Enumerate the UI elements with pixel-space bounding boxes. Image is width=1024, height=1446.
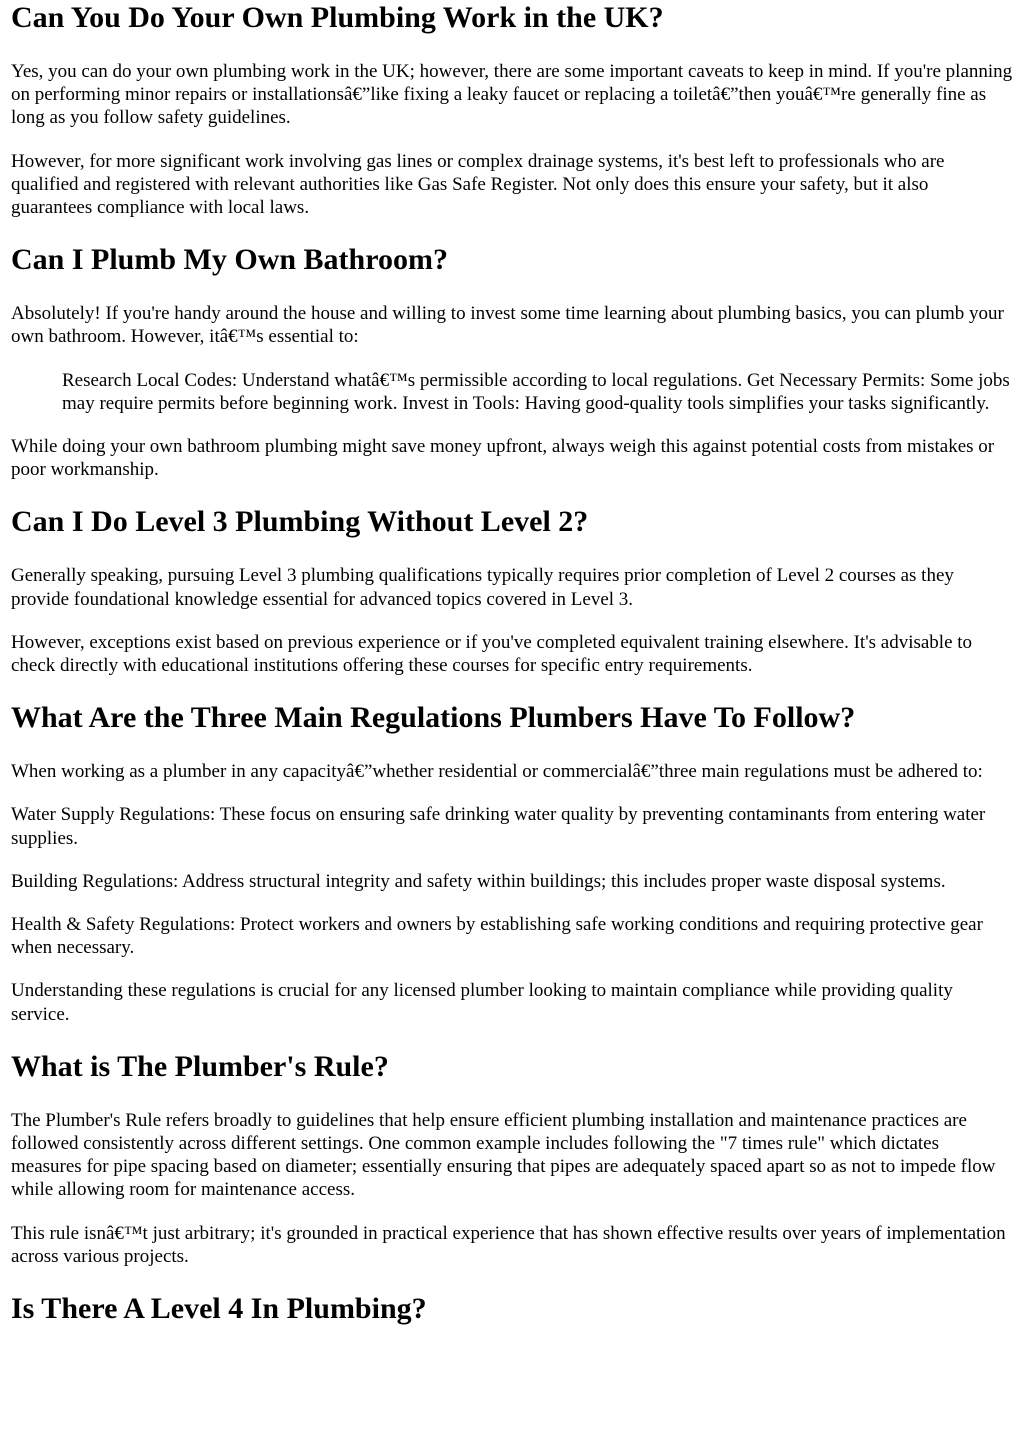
section-heading: What Are the Three Main Regulations Plumbers Have To Follow? [11,701,856,735]
paragraph: When working as a plumber in any capacityâ€”whether residential or commercialâ€”three main regulations must be adhered to: [11,761,983,783]
paragraph: However, for more significant work involving gas lines or complex drainage systems, it's best left to professionals who are qualified and registered with relevant authorities like Gas Safe Register. Not only does this ensure your safety, but it also guarantees compliance with local laws. [11,150,945,219]
section-heading: Is There A Level 4 In Plumbing? [11,1292,427,1326]
paragraph: Yes, you can do your own plumbing work in the UK; however, there are some important caveats to keep in mind. If you're planning on performing minor repairs or installationsâ€”like fixing a leaky faucet or replacing a toiletâ€”then youâ€™re generally fine as long as you follow safety guidelines. [11,61,1013,129]
section-heading: Can I Do Level 3 Plumbing Without Level 2? [11,505,589,539]
paragraph: The Plumber's Rule refers broadly to guidelines that help ensure efficient plumbing installation and maintenance practices are followed consistently across different settings. One common example includes following the "7 times rule" which dictates measures for pipe spacing based on diameter; essentially ensuring that pipes are adequately spaced apart so as not to impede flow while allowing room for maintenance access. [11,1109,996,1201]
paragraph: Health & Safety Regulations: Protect workers and owners by establishing safe working conditions and requiring protective gear when necessary. [11,914,983,959]
paragraph: Generally speaking, pursuing Level 3 plumbing qualifications typically requires prior completion of Level 2 courses as they provide foundational knowledge essential for advanced topics covered in Level 3. [11,565,954,610]
paragraph: However, exceptions exist based on previous experience or if you've completed equivalent training elsewhere. It's advisable to check directly with educational institutions offering these courses for specific entry requirements. [11,631,973,677]
paragraph: Water Supply Regulations: These focus on ensuring safe drinking water quality by preventing contaminants from entering water supplies. [11,804,986,849]
paragraph: While doing your own bathroom plumbing might save money upfront, always weigh this against potential costs from mistakes or poor workmanship. [11,436,995,481]
section-heading: What is The Plumber's Rule? [11,1049,389,1083]
paragraph: Understanding these regulations is crucial for any licensed plumber looking to maintain compliance while providing quality service. [11,980,953,1025]
section-heading: Can You Do Your Own Plumbing Work in the UK? [11,1,664,34]
blockquote: Research Local Codes: Understand whatâ€™s permissible according to local regulations. Get Necessary Permits: Some jobs may require permits before beginning work. Invest in Tools: Having good-quality tools simplifies your tasks significantly. [62,369,1010,414]
paragraph: Absolutely! If you're handy around the house and willing to invest some time learning about plumbing basics, you can plumb your own bathroom. However, itâ€™s essential to: [11,303,1004,348]
section-heading: Can I Plumb My Own Bathroom? [11,243,448,277]
paragraph: Building Regulations: Address structural integrity and safety within buildings; this includes proper waste disposal systems. [11,870,946,892]
paragraph: This rule isnâ€™t just arbitrary; it's grounded in practical experience that has shown effective results over years of implementation across various projects. [11,1222,1006,1267]
